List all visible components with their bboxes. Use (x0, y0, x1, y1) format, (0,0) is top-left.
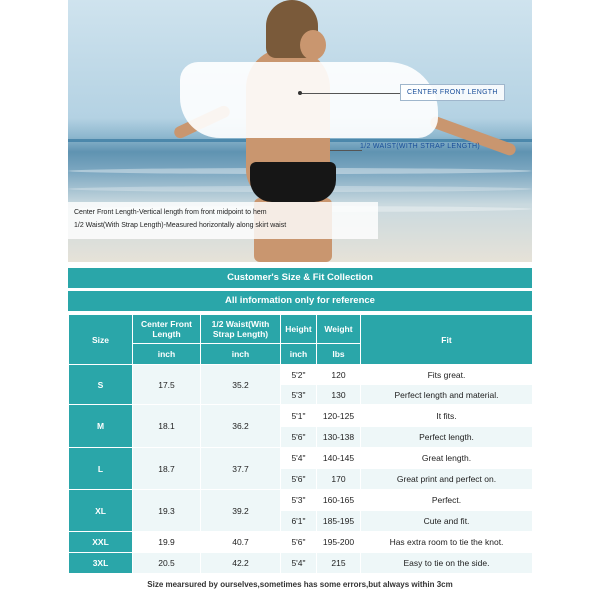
weight-value: 185-195 (317, 511, 361, 532)
size-label: XXL (69, 532, 133, 553)
header-size: Size (69, 315, 133, 365)
fit-value: Cute and fit. (361, 511, 533, 532)
center-front-length-callout: CENTER FRONT LENGTH (400, 84, 505, 101)
weight-value: 170 (317, 469, 361, 490)
table-title: Customer's Size & Fit Collection (68, 268, 532, 288)
height-value: 5'4" (281, 553, 317, 574)
half-waist-callout: 1/2 WAIST(WITH STRAP LENGTH) (360, 143, 481, 150)
weight-value: 120-125 (317, 405, 361, 427)
center-front-value: 19.3 (133, 490, 201, 532)
half-waist-value: 35.2 (201, 365, 281, 405)
height-value: 5'3" (281, 385, 317, 405)
fit-value: It fits. (361, 405, 533, 427)
weight-value: 140-145 (317, 448, 361, 469)
center-front-value: 18.7 (133, 448, 201, 490)
header-height: Height (281, 315, 317, 344)
height-value: 5'6" (281, 469, 317, 490)
center-front-value: 20.5 (133, 553, 201, 574)
size-chart-table (68, 314, 533, 574)
table-row (69, 490, 533, 511)
height-value: 5'4" (281, 448, 317, 469)
fit-value: Has extra room to tie the knot. (361, 532, 533, 553)
half-waist-value: 39.2 (201, 490, 281, 532)
header-center-front-length: Center Front Length (133, 315, 201, 344)
size-label: XL (69, 490, 133, 532)
size-label: L (69, 448, 133, 490)
unit-center-front: inch (133, 344, 201, 365)
height-value: 6'1" (281, 511, 317, 532)
height-value: 5'1" (281, 405, 317, 427)
half-waist-value: 42.2 (201, 553, 281, 574)
unit-height: inch (281, 344, 317, 365)
model-head (300, 30, 326, 60)
callout-leader (300, 93, 400, 94)
fit-value: Easy to tie on the side. (361, 553, 533, 574)
header-fit: Fit (361, 315, 533, 365)
half-waist-value: 37.7 (201, 448, 281, 490)
note-center-front: Center Front Length-Vertical length from front midpoint to hem (74, 209, 267, 216)
center-front-value: 19.9 (133, 532, 201, 553)
fit-value: Perfect. (361, 490, 533, 511)
height-value: 5'6" (281, 427, 317, 448)
unit-half-waist: inch (201, 344, 281, 365)
height-value: 5'2" (281, 365, 317, 385)
weight-value: 120 (317, 365, 361, 385)
fit-value: Great length. (361, 448, 533, 469)
table-row (69, 553, 533, 574)
callout-dot (298, 91, 302, 95)
table-row (69, 448, 533, 469)
table-row (69, 532, 533, 553)
center-front-value: 17.5 (133, 365, 201, 405)
height-value: 5'3" (281, 490, 317, 511)
size-label: S (69, 365, 133, 405)
weight-value: 195-200 (317, 532, 361, 553)
weight-value: 160-165 (317, 490, 361, 511)
table-row (69, 365, 533, 385)
height-value: 5'6" (281, 532, 317, 553)
header-half-waist: 1/2 Waist(With Strap Length) (201, 315, 281, 344)
size-label: M (69, 405, 133, 448)
fit-value: Perfect length. (361, 427, 533, 448)
measurement-notes (68, 202, 378, 239)
half-waist-value: 36.2 (201, 405, 281, 448)
half-waist-value: 40.7 (201, 532, 281, 553)
size-label: 3XL (69, 553, 133, 574)
unit-weight: lbs (317, 344, 361, 365)
fit-value: Fits great. (361, 365, 533, 385)
note-half-waist: 1/2 Waist(With Strap Length)-Measured horizontally along skirt waist (74, 222, 287, 229)
fit-value: Perfect length and material. (361, 385, 533, 405)
size-disclaimer: Size mearsured by ourselves,sometimes has some errors,but always within 3cm (147, 580, 453, 589)
table-row (69, 405, 533, 427)
header-weight: Weight (317, 315, 361, 344)
center-front-value: 18.1 (133, 405, 201, 448)
swim-shorts (250, 162, 336, 202)
weight-value: 130 (317, 385, 361, 405)
table-subtitle: All information only for reference (68, 291, 532, 311)
weight-value: 130-138 (317, 427, 361, 448)
fit-value: Great print and perfect on. (361, 469, 533, 490)
weight-value: 215 (317, 553, 361, 574)
